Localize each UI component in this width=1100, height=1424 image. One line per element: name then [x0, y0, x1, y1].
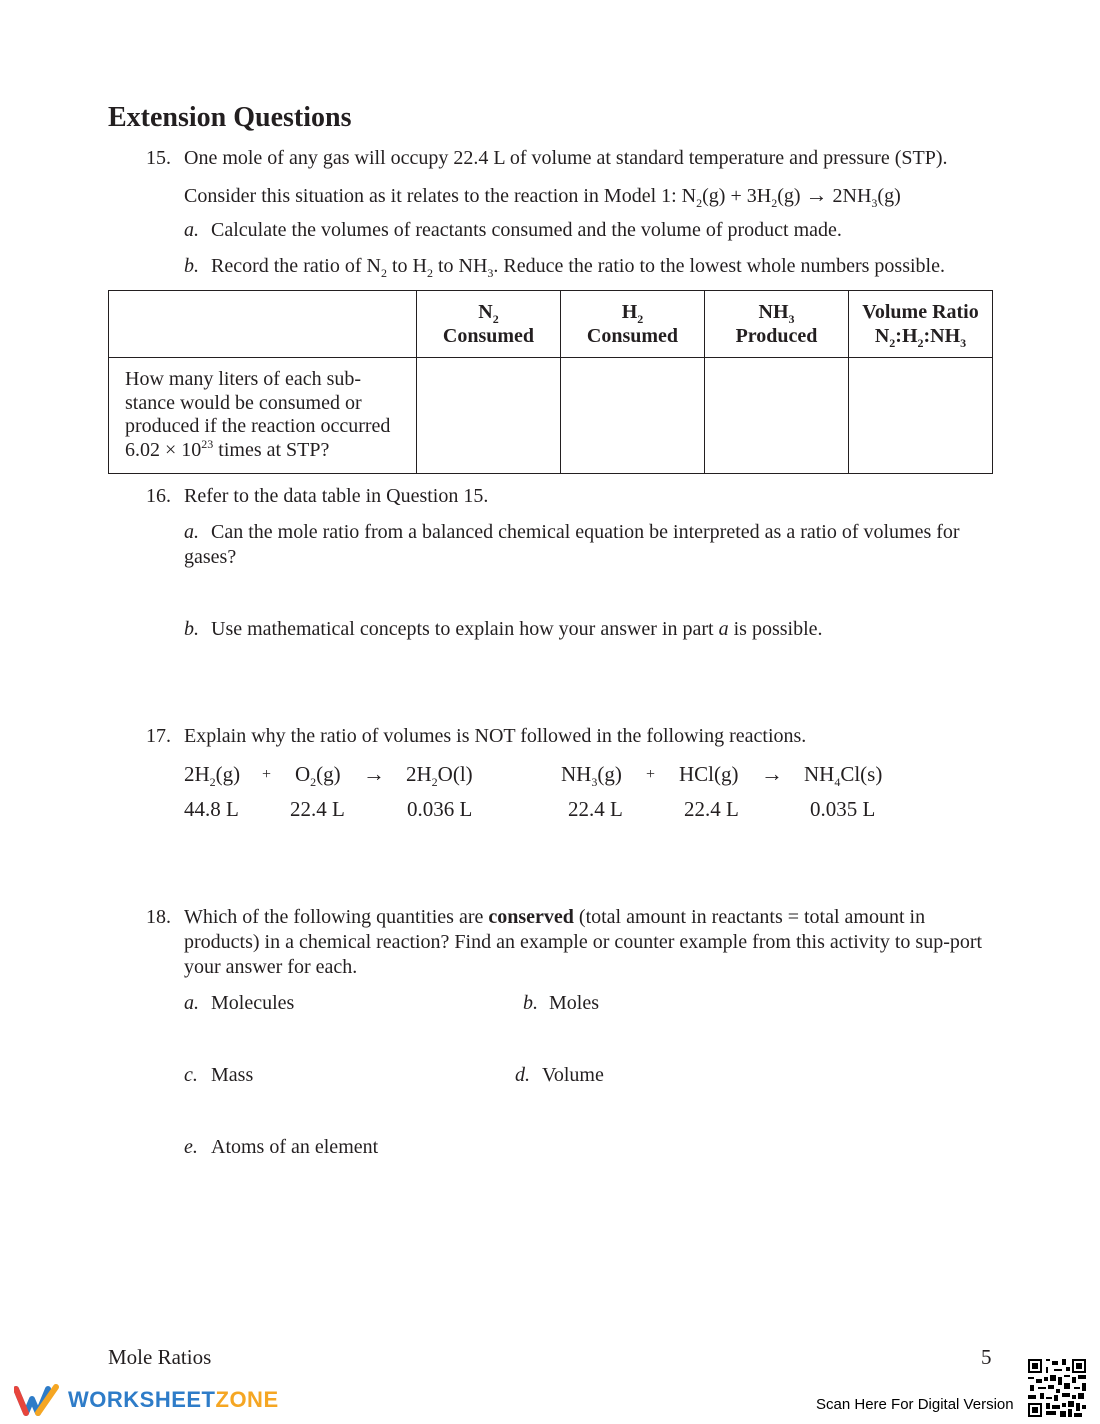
q15b-text-3: to NH [432, 255, 488, 277]
q18d-text: Volume [542, 1064, 604, 1086]
q16b-text-1: Use mathematical concepts to explain how your answer in part [211, 618, 719, 640]
answer-cell-n2[interactable] [417, 358, 561, 474]
q15-text: One mole of any gas will occupy 22.4 L of volume at standard temperature and pressure (STP). [184, 147, 948, 169]
q18e-label: e. [184, 1136, 198, 1158]
r1-arrow: → [363, 761, 385, 786]
q15-text-line2: Consider this situation as it relates to the reaction in Model 1: $N_2(g) + 3H_2(g) \to 2NH_3(g)$ [184, 182, 901, 210]
row-label-text-end: times at STP? [213, 438, 330, 461]
q15b-text-1: Record the ratio of N [211, 255, 381, 277]
scan-caption: Scan Here For Digital Version [816, 1396, 1014, 1413]
table-header-empty [109, 291, 417, 358]
q15b-text-2: to H [386, 255, 427, 277]
q18d-label: d. [515, 1064, 530, 1086]
q15-number: 15. [146, 147, 171, 169]
brand-logo[interactable] [14, 1383, 279, 1417]
table-header-n2-consumed: $N_2$ Consumed [417, 291, 561, 358]
q15a-text: Calculate the volumes of reactants consumed and the volume of product made. [211, 219, 842, 241]
r1-volume-o2: 22.4 L [290, 797, 345, 821]
r2-volume-nh3: 22.4 L [568, 797, 623, 821]
q18c-label: c. [184, 1064, 198, 1086]
r1-volume-h2o: 0.036 L [407, 797, 473, 821]
q15-line2-prefix: Consider this situation as it relates to the reaction in Model 1: N [184, 185, 697, 207]
table-header-h2-consumed: $H_2$ Consumed [561, 291, 705, 358]
q16a-text [184, 520, 992, 570]
page-number: 5 [981, 1345, 992, 1369]
footer-title: Mole Ratios [108, 1345, 212, 1369]
q15b-text: Record the ratio of $N_2$ to $H_2$ to $NH_3$. Reduce the ratio to the lowest whole numbers possible. [211, 255, 945, 280]
q18-text-bold: conserved [488, 906, 574, 928]
q16a-text-content: Can the mole ratio from a balanced chemical equation be interpreted as a ratio of volumes for gases? [184, 521, 960, 568]
q16b-text-2: is possible. [728, 618, 823, 640]
q18a-label: a. [184, 992, 199, 1014]
q16b-label: b. [184, 618, 199, 640]
worksheetzone-logo-icon [14, 1383, 60, 1417]
q18-text-2: (total amount in reactants = total amount in products) in a chemical reaction? Find an example or counter example from this activity to sup-port your answer for each. [184, 906, 983, 978]
q18-number: 18. [146, 906, 171, 928]
r1-plus: + [262, 766, 272, 783]
brand-name [68, 1387, 279, 1413]
q16a-label: a. [184, 521, 199, 543]
q16b-text-part: a [718, 618, 729, 640]
table-header-volume-ratio: Volume Ratio $N_2:H_2:NH_3$ [849, 291, 993, 358]
q18-text [184, 905, 984, 980]
q18a-text: Molecules [211, 992, 295, 1014]
row-label-text: How many liters of each sub-stance would be consumed or produced if the reaction occurred 6.02 × 10 [125, 368, 391, 461]
q16-number: 16. [146, 485, 171, 507]
q16-text: Refer to the data table in Question 15. [184, 485, 489, 507]
table-header-row [109, 291, 993, 358]
q18b-text: Moles [549, 992, 599, 1014]
r1-reactant-o2: $O_2(g)$ [295, 762, 341, 789]
r1-reactant-h2: $2H_2(g)$ [184, 762, 241, 789]
answer-cell-ratio[interactable] [849, 358, 993, 474]
table-row [109, 358, 993, 474]
r2-plus: + [646, 766, 656, 783]
data-table [108, 290, 993, 474]
r2-volume-nh4cl: 0.035 L [810, 797, 876, 821]
r2-product-nh4cl: $NH_4Cl(s)$ [804, 762, 883, 789]
r1-product-h2o: $2H_2O(l)$ [406, 762, 473, 789]
q18c-text: Mass [211, 1064, 254, 1086]
answer-cell-h2[interactable] [561, 358, 705, 474]
q17-text: Explain why the ratio of volumes is NOT followed in the following reactions. [184, 725, 807, 747]
table-row-label [109, 358, 417, 474]
r1-volume-h2: 44.8 L [184, 797, 239, 821]
q15b-label: b. [184, 255, 199, 277]
q17-number: 17. [146, 725, 171, 747]
r2-reactant-nh3: $NH_3(g)$ [561, 762, 622, 789]
q18b-label: b. [523, 992, 538, 1014]
q18e-text: Atoms of an element [211, 1136, 379, 1158]
brand-name-a: WORKSHEET [68, 1387, 216, 1412]
q15b-text-4: . Reduce the ratio to the lowest whole numbers possible. [493, 255, 945, 277]
row-label-exponent: 23 [201, 436, 214, 451]
section-heading: Extension Questions [108, 102, 352, 133]
q18-text-1: Which of the following quantities are [184, 906, 489, 928]
table-header-nh3-produced: $NH_3$ Produced [705, 291, 849, 358]
r2-arrow: → [761, 761, 783, 786]
qr-code-icon[interactable] [1028, 1359, 1086, 1417]
q16b-text [211, 617, 823, 642]
brand-name-b: ZONE [215, 1387, 279, 1412]
answer-cell-nh3[interactable] [705, 358, 849, 474]
q15a-label: a. [184, 219, 199, 241]
r2-reactant-hcl: HCl(g) [679, 762, 739, 786]
r2-volume-hcl: 22.4 L [684, 797, 739, 821]
